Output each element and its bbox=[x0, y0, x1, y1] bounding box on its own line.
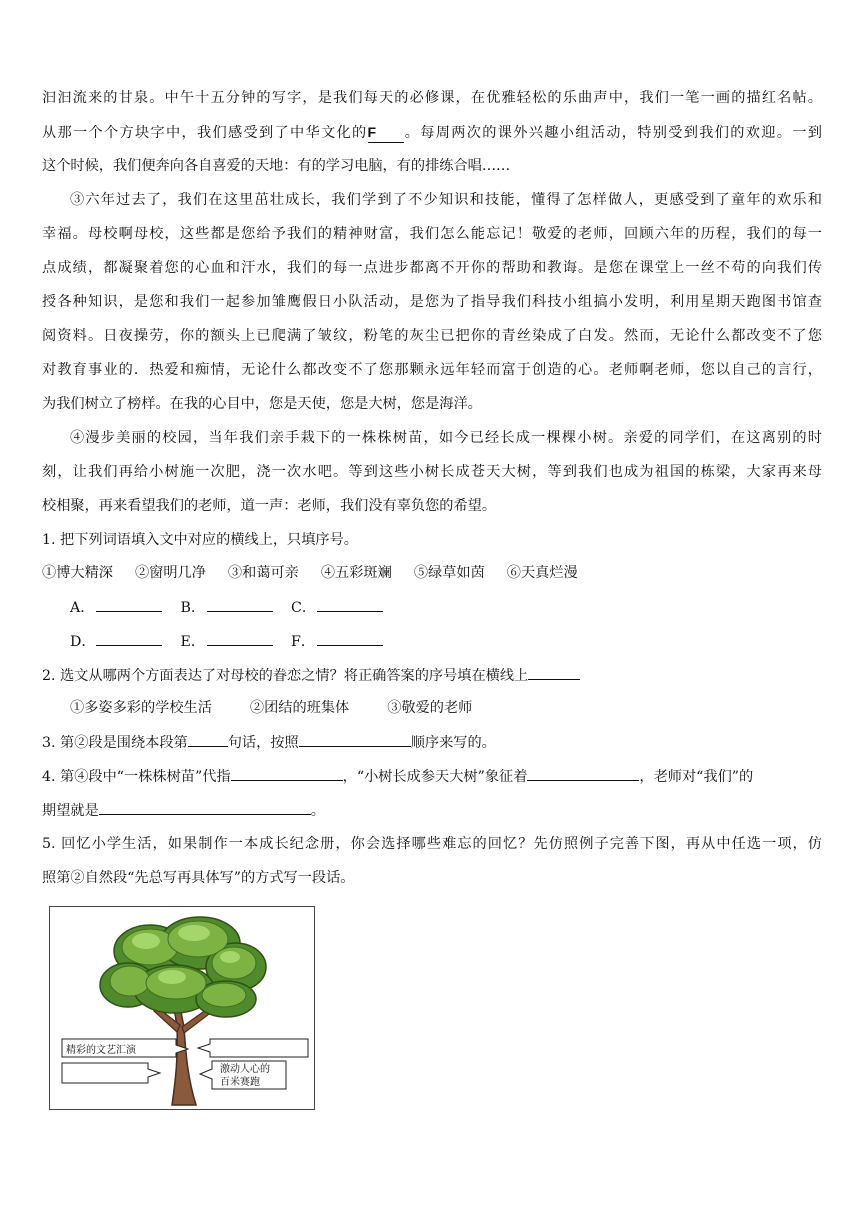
answer-blank[interactable] bbox=[231, 766, 343, 781]
passage-line: 刻，让我们再给小树施一次肥，浇一次水吧。等到这些小树长成苍天大树，等到我们也成为祖国的栋梁，大家再来母 bbox=[42, 464, 822, 480]
passage-line: 对教育事业的．热爱和痴情，无论什么都改变不了您那颗永远年轻而富于创造的心。老师啊老师，您以自己的言行， bbox=[42, 362, 822, 378]
option-item: ②窗明几净 bbox=[134, 565, 206, 581]
callout-label-line: 百米赛跑 bbox=[220, 1077, 260, 1088]
answer-blank[interactable] bbox=[96, 597, 162, 612]
passage-line: 这个时候，我们便奔向各自喜爱的天地：有的学习电脑，有的排练合唱…… bbox=[42, 158, 511, 174]
question-4 bbox=[42, 766, 822, 787]
question-2-options bbox=[70, 698, 850, 718]
passage-line: 点成绩，都凝聚着您的心血和汗水，我们的每一点进步都离不开你的帮助和教诲。是您在课堂上一丝不苟的向我们传 bbox=[42, 260, 822, 276]
option-item: ③敬爱的老师 bbox=[387, 700, 473, 716]
callout-label-art-show: 精彩的文艺汇演 bbox=[66, 1045, 136, 1056]
callout-label-line: 激动人心的 bbox=[220, 1064, 270, 1075]
answer-blank[interactable] bbox=[96, 631, 162, 646]
passage-text: 从那一个个方块字中，我们感受到了中华文化的 bbox=[42, 125, 368, 141]
option-item: ⑥天真烂漫 bbox=[506, 565, 578, 581]
question-text: 2. 选文从哪两个方面表达了对母校的眷恋之情？将正确答案的序号填在横线上 bbox=[42, 668, 529, 684]
question-5-prompt: 照第②自然段“先总写再具体写”的方式写一段话。 bbox=[42, 870, 355, 886]
passage-line: 幸福。母校啊母校，这些都是您给予我们的精神财富，我们怎么能忘记！敬爱的老师，回顾六年的历程，我们的每一 bbox=[42, 226, 822, 242]
passage-line: 为我们树立了榜样。在我的心目中，您是天使，您是大树，您是海洋。 bbox=[42, 396, 482, 412]
question-text: 期望就是 bbox=[42, 803, 99, 819]
question-text: ，老师对“我们”的 bbox=[639, 769, 754, 785]
question-text: 3. 第②段是围绕本段第 bbox=[42, 735, 188, 751]
answer-blank[interactable] bbox=[99, 800, 311, 815]
option-item: ⑤绿草如茵 bbox=[413, 565, 485, 581]
filled-blank-F: F bbox=[368, 122, 404, 143]
question-1-options bbox=[42, 563, 822, 583]
question-3 bbox=[42, 732, 822, 753]
passage-line: ④漫步美丽的校园，当年我们亲手栽下的一株株树苗，如今已经长成一棵棵小树。亲爱的同学们，在这离别的时 bbox=[70, 430, 822, 446]
question-4-cont bbox=[42, 800, 822, 821]
question-1-answer-row bbox=[70, 631, 850, 652]
question-text: 4. 第④段中“一株株树苗”代指 bbox=[42, 769, 231, 785]
question-text: 。 bbox=[310, 803, 325, 819]
answer-blank[interactable] bbox=[317, 631, 383, 646]
passage-line: 汩汩流来的甘泉。中午十五分钟的写字，是我们每天的必修课，在优雅轻松的乐曲声中，我们一笔一画的描红名帖。 bbox=[42, 90, 822, 106]
passage-text: 。每周两次的课外兴趣小组活动，特别受到我们的欢迎。一到 bbox=[403, 125, 822, 141]
passage-line: 校相聚，再来看望我们的老师，道一声：老师，我们没有辜负您的希望。 bbox=[42, 498, 497, 514]
answer-label: D． bbox=[70, 634, 96, 650]
tree-illustration bbox=[50, 907, 314, 1109]
option-item: ②团结的班集体 bbox=[249, 700, 350, 716]
passage-line: 阅资料。日夜操劳，你的额头上已爬满了皱纹，粉笔的灰尘已把你的青丝染成了白发。然而，无论什么都改变不了您 bbox=[42, 328, 822, 344]
answer-blank[interactable] bbox=[188, 732, 228, 747]
question-text: 句话，按照 bbox=[227, 735, 299, 751]
answer-label: B． bbox=[180, 600, 206, 616]
question-2-prompt bbox=[42, 665, 822, 686]
answer-blank[interactable] bbox=[207, 631, 273, 646]
answer-label: F． bbox=[291, 634, 316, 650]
question-text: ，“小树长成参天大树”象征着 bbox=[342, 769, 528, 785]
answer-blank[interactable] bbox=[527, 766, 639, 781]
callout-label-sprint bbox=[220, 1063, 270, 1089]
option-item: ①博大精深 bbox=[42, 565, 113, 581]
answer-blank[interactable] bbox=[528, 665, 580, 680]
question-5-prompt: 5. 回忆小学生活，如果制作一本成长纪念册，你会选择哪些难忘的回忆？先仿照例子完善下图，再从中任选一项，仿 bbox=[42, 836, 822, 852]
memory-tree-figure bbox=[49, 906, 315, 1110]
option-item: ①多姿多彩的学校生活 bbox=[70, 700, 212, 716]
answer-blank[interactable] bbox=[207, 597, 273, 612]
option-item: ③和蔼可亲 bbox=[227, 565, 299, 581]
answer-label: C． bbox=[291, 600, 317, 616]
passage-line: 授各种知识，是您和我们一起参加雏鹰假日小队活动，是您为了指导我们科技小组搞小发明，利用星期天跑图书馆查 bbox=[42, 294, 822, 310]
answer-label: A． bbox=[70, 600, 95, 616]
answer-blank[interactable] bbox=[299, 732, 411, 747]
passage-line bbox=[42, 122, 822, 143]
question-1-answer-row bbox=[70, 597, 850, 618]
passage-line: ③六年过去了，我们在这里茁壮成长，我们学到了不少知识和技能，懂得了怎样做人，更感受到了童年的欢乐和 bbox=[70, 192, 822, 208]
answer-blank[interactable] bbox=[317, 597, 383, 612]
question-1-prompt: 1. 把下列词语填入文中对应的横线上，只填序号。 bbox=[42, 532, 358, 548]
option-item: ④五彩斑斓 bbox=[320, 565, 392, 581]
question-text: 顺序来写的。 bbox=[410, 735, 496, 751]
answer-label: E． bbox=[180, 634, 206, 650]
